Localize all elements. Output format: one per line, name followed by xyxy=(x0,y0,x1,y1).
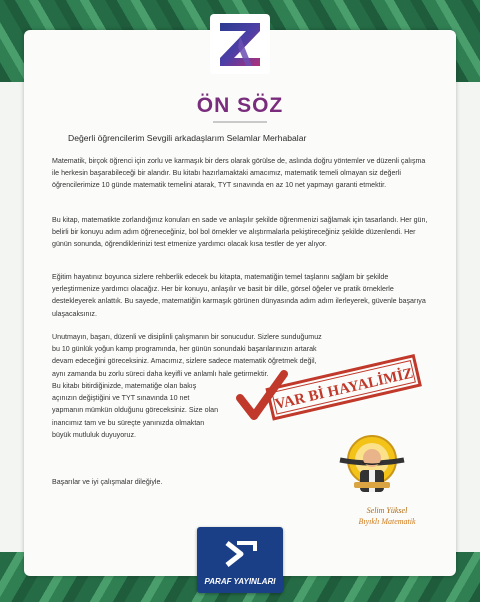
paragraph-4: Unutmayın, başarı, düzenli ve disiplinli çalışmanın bir sonucudur. Sizlere sunduğumuz bu 10 günlük yoğun kamp programında, her günün sonundaki başarılarınızın artarak devam edeceğini göreceksiniz. Amacımız, sizlere sadece matematik öğretmek değil, aynı zamanda bu zorlu süreci daha keyifli ve anlamlı hale getirmektir. xyxy=(52,333,322,378)
dream-stamp xyxy=(228,350,428,440)
greeting-line: Değerli öğrencilerim Sevgili arkadaşlarım Selamlar Merhabalar xyxy=(68,133,307,143)
title-divider xyxy=(213,121,267,123)
paragraph-3: Eğitim hayatınız boyunca sizlere rehberlik edecek bu kitapta, matematiğin temel taşlarını sağlam bir şekilde yerleştirmenize yardımcı olacağız. Her bir konuyu, anlaşılır ve basit bir dille, görsel öğeler ve pratik örneklerle destekleyerek anlattık. Bu sayede, matematiğin karmaşık görünen dünyasında adım adım ilerleyerek, güvenle başarıya ulaşacaksınız. xyxy=(52,273,426,318)
paragraph-1: Matematik, birçok öğrenci için zorlu ve karmaşık bir ders olarak görülse de, aslında doğru yöntemler ve düzenli çalışma ile herkesin başarabileceği bir alandır. Bu kitabı hazırlamaktaki amacımız, matematik temeli olmayan siz değerli öğrencilerimize 10 günde matematik temelini atarak, TYT sınavında en az 10 net yapmayı garanti etmektir. xyxy=(52,157,426,190)
author-brand: Bıyıklı Matematik xyxy=(358,517,416,526)
paragraph-5: Bu kitabı bitirdiğinizde, matematiğe olan bakış açınızın değiştiğini ve TYT sınavında 10 net yapmanın mümkün olduğunu göreceksiniz. Size olan inancımız tam ve bu süreçte yanınızda olmaktan büyük mutluluk duyuyoruz. xyxy=(52,382,219,439)
publisher-name: PARAF YAYINLARI xyxy=(204,577,276,586)
page-title: ÖN SÖZ xyxy=(196,94,284,117)
paragraph-2: Bu kitap, matematikte zorlandığınız konuları en sade ve anlaşılır şekilde öğrenmenizi sağlamak için tasarlandı. Her gün, belirli bir konuyu adım adım öğreneceğiniz, bol bol örnekler ve alıştırmalarla pekiştireceğiniz şekilde düzenlendi. Her günün sonunda, öğrendiklerinizi test etmenize yardımcı olacak kısa testler de yer alıyor. xyxy=(52,216,428,249)
z-logo-icon xyxy=(210,14,270,74)
author-name: Selim Yüksel xyxy=(366,506,408,515)
paraf-logo-icon xyxy=(221,535,259,573)
stamp-text: VAR Bİ HAYALİMİZ xyxy=(273,365,415,413)
signature xyxy=(322,505,452,527)
closing-line: Başarılar ve iyi çalışmalar dileğiyle. xyxy=(52,478,163,486)
publisher-logo xyxy=(197,527,283,593)
mascot-teacher-icon xyxy=(330,432,414,504)
